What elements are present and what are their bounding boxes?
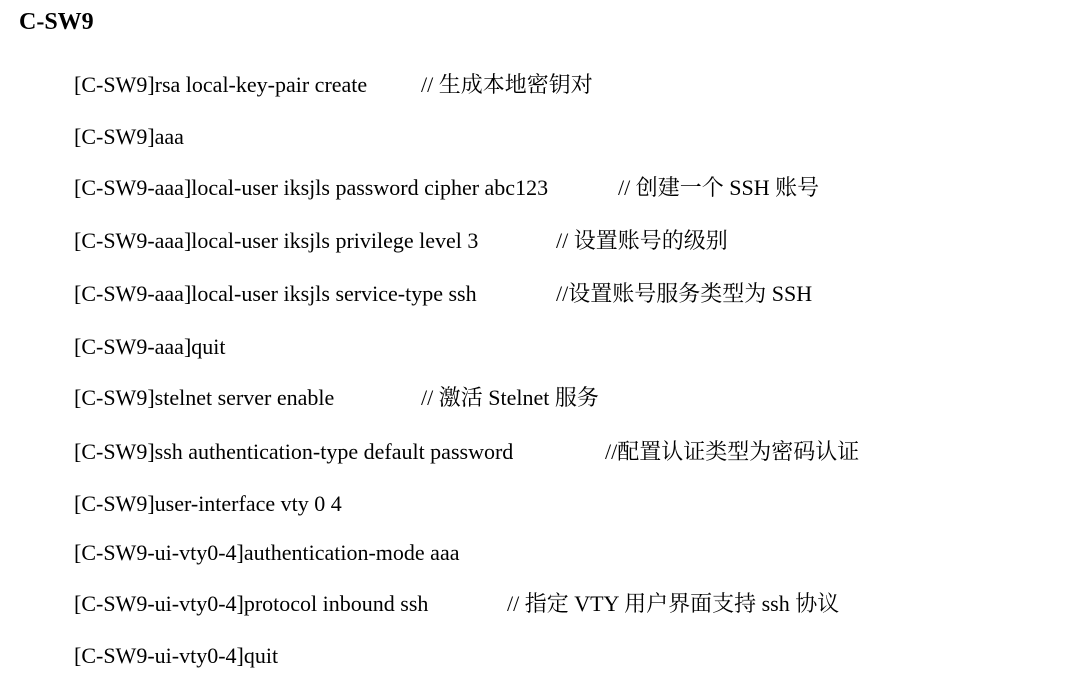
command-text: [C-SW9]stelnet server enable [74,385,335,410]
config-line [74,70,593,100]
command-text: [C-SW9-aaa]local-user iksjls privilege level 3 [74,228,479,253]
config-line [74,538,459,568]
command-text: [C-SW9]user-interface vty 0 4 [74,491,342,516]
comment-text: //配置认证类型为密码认证 [605,439,860,464]
command-text: [C-SW9-aaa]local-user iksjls password cipher abc123 [74,175,549,200]
command-text: [C-SW9-ui-vty0-4]quit [74,643,279,668]
config-line [74,437,860,467]
command-text: [C-SW9-aaa]local-user iksjls service-type ssh [74,281,477,306]
config-line [74,332,226,362]
command-text: [C-SW9-aaa]quit [74,334,226,359]
config-line [74,173,820,203]
comment-text: // 生成本地密钥对 [421,72,593,97]
comment-text: // 激活 Stelnet 服务 [421,385,599,410]
comment-text: // 设置账号的级别 [556,228,728,253]
config-line [74,589,840,619]
comment-text: //设置账号服务类型为 SSH [556,281,813,306]
config-line [74,122,184,152]
comment-text: // 指定 VTY 用户界面支持 ssh 协议 [507,591,840,616]
config-line [74,641,278,671]
command-text: [C-SW9-ui-vty0-4]protocol inbound ssh [74,591,429,616]
config-line [74,489,342,519]
config-line [74,383,599,413]
comment-text: // 创建一个 SSH 账号 [618,175,820,200]
command-text: [C-SW9-ui-vty0-4]authentication-mode aaa [74,540,460,565]
config-line [74,279,813,309]
page-title: C-SW9 [19,9,94,35]
command-text: [C-SW9]ssh authentication-type default password [74,439,514,464]
command-text: [C-SW9]aaa [74,124,184,149]
config-line [74,226,728,256]
command-text: [C-SW9]rsa local-key-pair create [74,72,368,97]
